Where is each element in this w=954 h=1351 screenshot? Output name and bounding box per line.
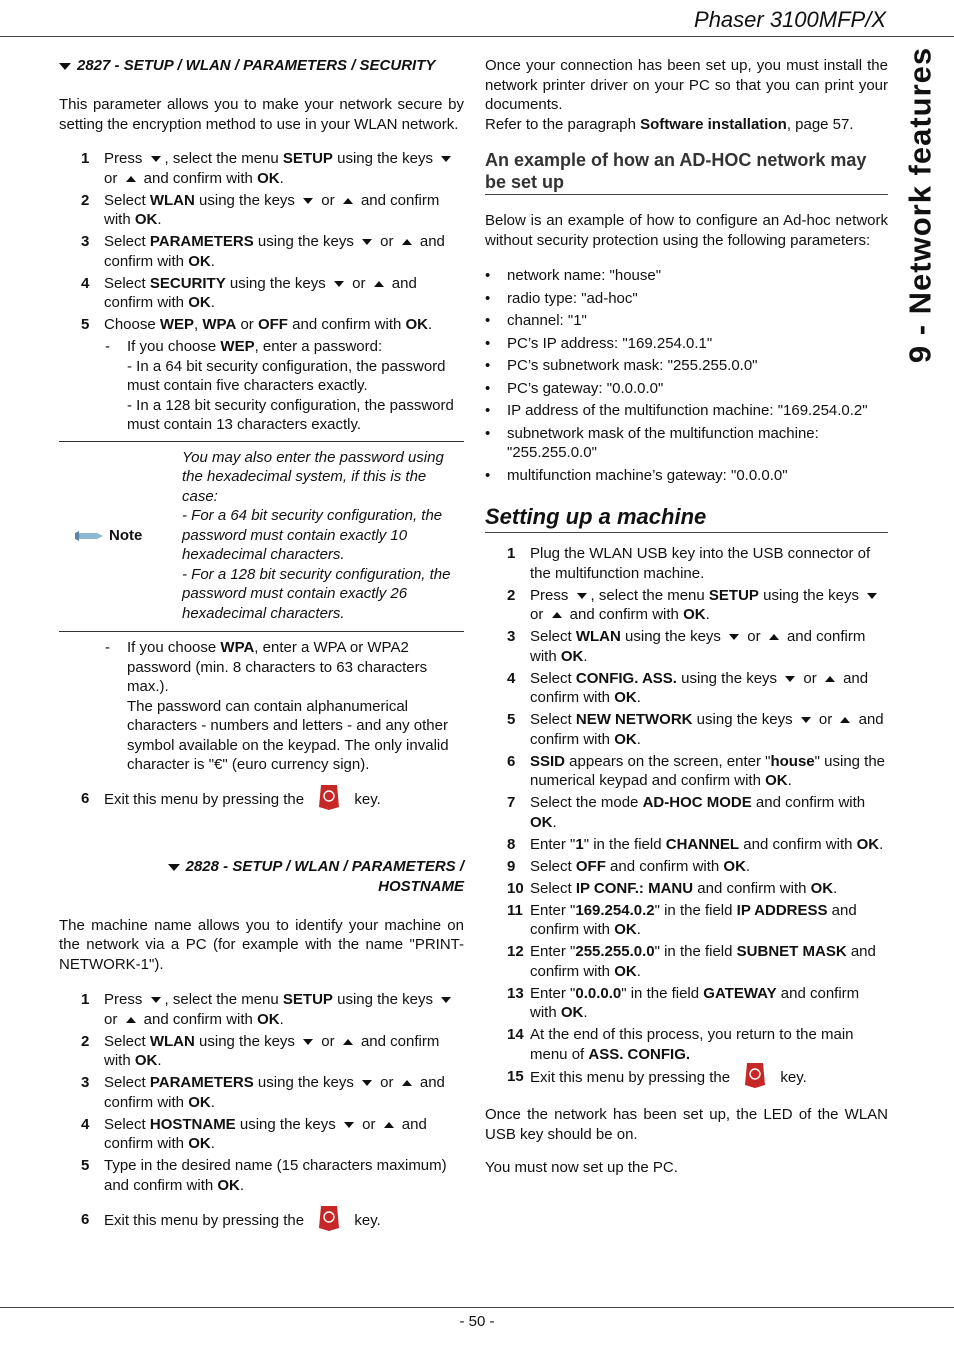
stop-key-icon xyxy=(744,1061,766,1089)
list-item: 2 Select WLAN using the keys or and confirm with OK. xyxy=(81,1032,440,1069)
list-item: 1 Press , select the menu SETUP using the keys or and confirm with OK. xyxy=(59,149,464,188)
note-pencil-icon xyxy=(73,527,105,543)
pc-setup-note: You must now set up the PC. xyxy=(485,1159,678,1176)
up-arrow-icon xyxy=(552,612,562,618)
up-arrow-icon xyxy=(343,198,353,204)
list-item: 5 Type in the desired name (15 characters maximum) and confirm with OK. xyxy=(81,1157,447,1194)
list-item: 11 Enter "169.254.0.2" in the field IP ADDRESS and confirm with OK. xyxy=(507,901,857,938)
list-item: 12 Enter "255.255.0.0" in the field SUBNET MASK and confirm with OK. xyxy=(507,943,876,980)
down-arrow-icon xyxy=(344,1122,354,1128)
list-item: 13 Enter "0.0.0.0" in the field GATEWAY and confirm with OK. xyxy=(507,984,860,1021)
wep-option: - If you choose WEP, enter a password: - In a 64 bit security configuration, the password must contain five characters exactly. - In a 128 bit security configuration, the password must contain 13 characters exactly. xyxy=(105,338,454,433)
down-arrow-icon xyxy=(801,717,811,723)
up-arrow-icon xyxy=(374,281,384,287)
driver-intro: Once your connection has been set up, you must install the network printer driver on your PC so that you can print your documents. xyxy=(485,57,888,113)
down-arrow-icon xyxy=(441,997,451,1003)
list-item: • PC’s IP address: "169.254.0.1" xyxy=(485,334,888,354)
list-item: 4 Select HOSTNAME using the keys or and confirm with OK. xyxy=(81,1115,427,1152)
machine-heading: Setting up a machine xyxy=(485,504,888,533)
section-triangle-icon xyxy=(168,864,180,871)
adhoc-heading: An example of how an AD-HOC network may be set up xyxy=(485,149,888,195)
up-arrow-icon xyxy=(402,1080,412,1086)
list-item: • PC’s subnetwork mask: "255.255.0.0" xyxy=(485,356,888,376)
hostname-intro: The machine name allows you to identify your machine on the network via a PC (for example with the name "PRINT-NETWORK-1"). xyxy=(59,916,464,973)
note-label: Note xyxy=(109,526,143,544)
led-note: Once the network has been set up, the LED of the WLAN USB key should be on. xyxy=(485,1106,888,1143)
down-arrow-icon xyxy=(151,156,161,162)
section-ref-2828: 2828 - SETUP / WLAN / PARAMETERS / HOSTNAME xyxy=(59,857,464,896)
down-arrow-icon xyxy=(151,997,161,1003)
page-number: - 50 - xyxy=(459,1313,495,1330)
note-box: Note You may also enter the password using the hexadecimal system, if this is the case: - For a 64 bit security configuration, the password must contain exactly 10 hexadecimal characters. - For a 128 bit security configuration, the password must contain exactly 26 hexadecimal characters. xyxy=(59,441,464,633)
hostname-steps xyxy=(59,990,464,1195)
chapter-tab xyxy=(895,46,945,364)
up-arrow-icon xyxy=(825,676,835,682)
software-ref: Refer to the paragraph Software installation, page 57. xyxy=(485,115,854,133)
left-column xyxy=(59,56,464,1234)
list-item: 2 Select WLAN using the keys or and confirm with OK. xyxy=(81,191,440,228)
wpa-option: - If you choose WPA, enter a WPA or WPA2 password (min. 8 characters to 63 characters max.). The password can contain alphanumerical characters - numbers and letters - and any other symbol available on the keypad. The only invalid character is "€" (euro currency sign). xyxy=(105,639,449,773)
list-item: • radio type: "ad-hoc" xyxy=(485,289,888,309)
stop-key-icon xyxy=(318,783,340,811)
header-rule xyxy=(0,36,954,37)
up-arrow-icon xyxy=(840,717,850,723)
down-arrow-icon xyxy=(729,634,739,640)
up-arrow-icon xyxy=(126,1017,136,1023)
list-item: 3 Select WLAN using the keys or and confirm with OK. xyxy=(507,628,866,665)
footer-rule xyxy=(0,1307,954,1308)
list-item: 6 Exit this menu by pressing the key. xyxy=(59,789,464,811)
list-item: 5 Choose WEP, WPA or OFF and confirm with OK. xyxy=(81,316,433,333)
stop-key-icon xyxy=(318,1204,340,1232)
security-steps xyxy=(59,149,464,335)
list-item: 10 Select IP CONF.: MANU and confirm with OK. xyxy=(507,879,838,897)
list-item: 6 Exit this menu by pressing the key. xyxy=(59,1210,464,1232)
up-arrow-icon xyxy=(343,1039,353,1045)
list-item: • multifunction machine’s gateway: "0.0.0.0" xyxy=(485,466,888,486)
right-column xyxy=(485,56,888,1178)
list-item: 1 Press , select the menu SETUP using the keys or and confirm with OK. xyxy=(59,990,464,1029)
list-item: 4 Select CONFIG. ASS. using the keys or and confirm with OK. xyxy=(507,669,869,706)
up-arrow-icon xyxy=(126,176,136,182)
list-item: 1 Plug the WLAN USB key into the USB connector of the multifunction machine. xyxy=(507,545,871,582)
list-item: 3 Select PARAMETERS using the keys or and confirm with OK. xyxy=(81,1074,445,1111)
section-ref-2827: 2827 - SETUP / WLAN / PARAMETERS / SECURITY xyxy=(59,56,464,76)
down-arrow-icon xyxy=(577,593,587,599)
list-item: • PC’s gateway: "0.0.0.0" xyxy=(485,379,888,399)
list-item: 2 Press , select the menu SETUP using the keys or and confirm with OK. xyxy=(485,586,888,625)
adhoc-text: Below is an example of how to configure an Ad-hoc network without security protection using the following parameters: xyxy=(485,212,888,249)
list-item: 15 Exit this menu by pressing the key. xyxy=(485,1067,888,1089)
up-arrow-icon xyxy=(769,634,779,640)
down-arrow-icon xyxy=(362,1080,372,1086)
list-item: 8 Enter "1" in the field CHANNEL and confirm with OK. xyxy=(507,835,884,853)
up-arrow-icon xyxy=(384,1122,394,1128)
list-item: 14 At the end of this process, you return to the main menu of ASS. CONFIG. xyxy=(507,1026,854,1063)
machine-steps xyxy=(485,544,888,1089)
down-arrow-icon xyxy=(303,1039,313,1045)
header-title: Phaser 3100MFP/X xyxy=(694,7,886,32)
down-arrow-icon xyxy=(441,156,451,162)
down-arrow-icon xyxy=(785,676,795,682)
list-item: 3 Select PARAMETERS using the keys or and confirm with OK. xyxy=(81,233,445,270)
down-arrow-icon xyxy=(867,593,877,599)
list-item: • IP address of the multifunction machine: "169.254.0.2" xyxy=(485,401,888,421)
down-arrow-icon xyxy=(362,239,372,245)
list-item: • channel: "1" xyxy=(485,311,888,331)
down-arrow-icon xyxy=(334,281,344,287)
down-arrow-icon xyxy=(303,198,313,204)
list-item: 9 Select OFF and confirm with OK. xyxy=(507,857,751,875)
list-item: 5 Select NEW NETWORK using the keys or and confirm with OK. xyxy=(507,711,884,748)
list-item: 6 SSID appears on the screen, enter "house" using the numerical keypad and confirm with OK. xyxy=(507,752,886,789)
chapter-tab-label: 9 - Network features xyxy=(902,46,938,364)
up-arrow-icon xyxy=(402,239,412,245)
list-item: 4 Select SECURITY using the keys or and confirm with OK. xyxy=(81,274,417,311)
adhoc-params xyxy=(485,266,888,485)
security-intro: This parameter allows you to make your network secure by setting the encryption method to use in your WLAN network. xyxy=(59,96,464,133)
list-item: • network name: "house" xyxy=(485,266,888,286)
list-item: • subnetwork mask of the multifunction machine: "255.255.0.0" xyxy=(485,424,888,463)
section-triangle-icon xyxy=(59,63,71,70)
list-item: 7 Select the mode AD-HOC MODE and confirm with OK. xyxy=(507,794,866,831)
